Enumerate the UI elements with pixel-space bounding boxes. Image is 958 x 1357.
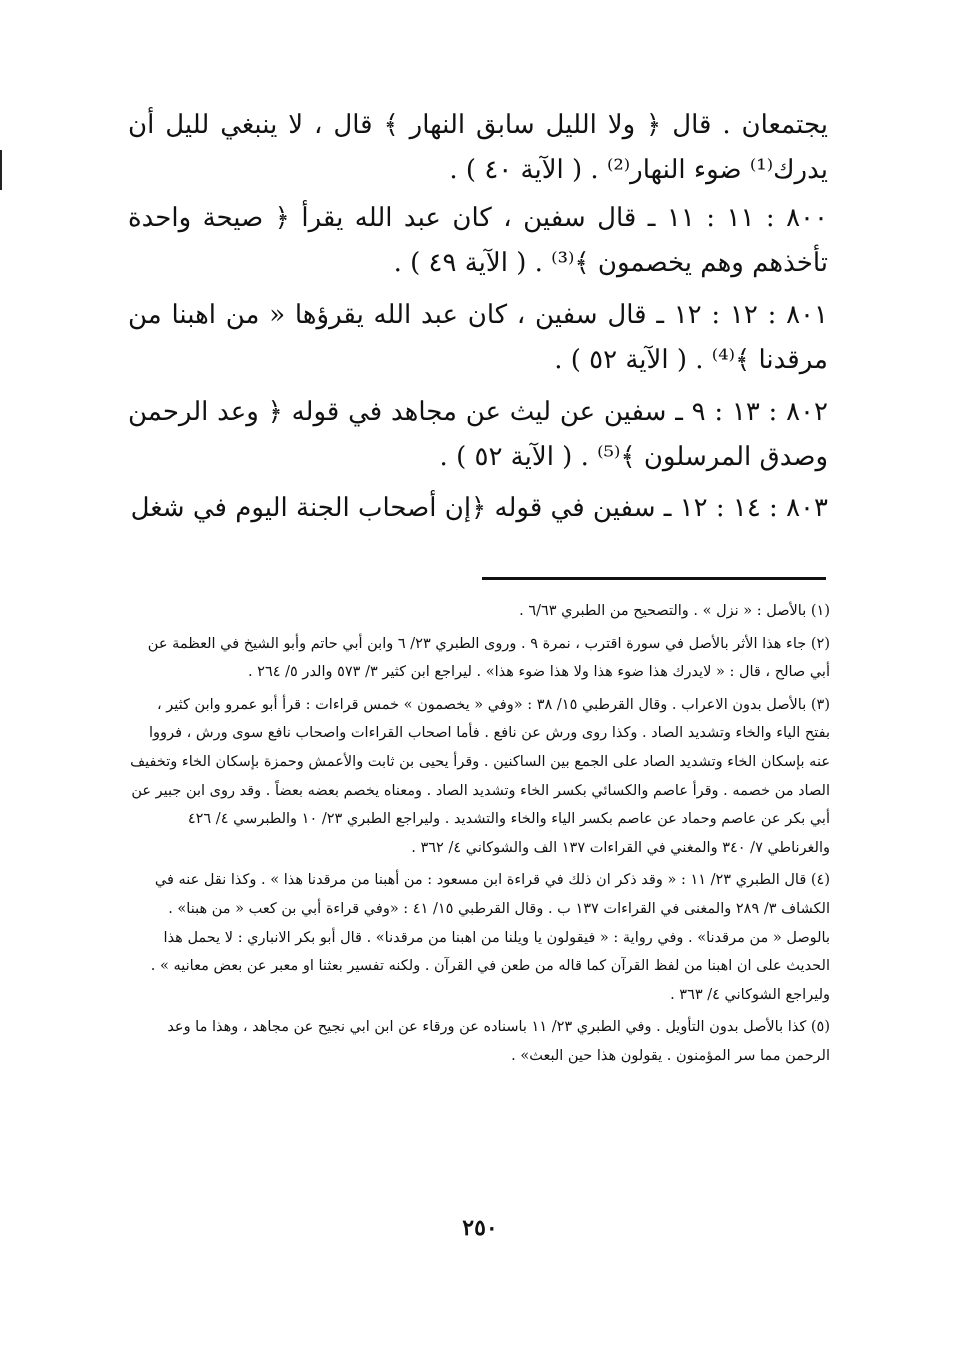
footnote-5: (٥) كذا بالأصل بدون التأويل . وفي الطبري ٢٣/ ١١ باسناده عن ورقاء عن ابن ابي نجيح عن مجاهد ، وهذا ما وعد الرحمن مما سر المؤمنون . يقولون هذا حين البعث» . — [167, 1019, 830, 1064]
footnote-separator — [482, 577, 826, 580]
page-number: ٢٥٠ — [462, 1215, 498, 1241]
body-paragraph-5: ٨٠٣ : ١٤ : ١٢ ـ سفين في قوله ﴿إن أصحاب الجنة اليوم في شغل — [130, 493, 828, 523]
body-paragraph-3: ٨٠١ : ١٢ : ١٢ ـ قال سفين ، كان عبد الله يقرؤها « من اهبنا من مرقدنا ﴾⁽⁴⁾ . ( الآية ٥٢ ) . — [128, 300, 828, 375]
page-edge-mark — [0, 150, 2, 190]
body-paragraph-4: ٨٠٢ : ١٣ : ٩ ـ سفين عن ليث عن مجاهد في قوله ﴿ وعد الرحمن وصدق المرسلون ﴾⁽⁵⁾ . ( الآية ٥٢ ) . — [128, 397, 828, 472]
footnote-4: (٤) قال الطبري ٢٣/ ١١ : « وقد ذكر ان ذلك في قراءة ابن مسعود : من أهبنا من مرقدنا هذا » . وكذا نقل عنه في الكشاف ٣/ ٢٨٩ والمغنى في القراءات ١٣٧ ب . وقال القرطبي ١٥/ ٤١ : «وفي قراءة أبي بن كعب « من هبنا» . بالوصل « من مرقدنا» . وفي رواية : « فيقولون يا ويلنا من اهبنا من مرقدنا» . قال أبو بكر الانباري : لا يحمل هذا الحديث على ان اهبنا من لفظ القرآن كما قاله من طعن في القرآن . ولكنه تفسير بعثنا او معبر عن بعض معانيه » . وليراجع الشوكاني ٤/ ٣٦٣ . — [150, 872, 830, 1003]
body-paragraph-2: ٨٠٠ : ١١ : ١١ ـ قال سفين ، كان عبد الله يقرأ ﴿ صيحة واحدة تأخذهم وهم يخصمون ﴾⁽³⁾ . ( الآية ٤٩ ) . — [128, 203, 828, 278]
footnote-3: (٣) بالأصل بدون الاعراب . وقال القرطبي ١٥/ ٣٨ : «وفي « يخصمون » خمس قراءات : قرأ أبو عمرو وابن كثير ، بفتح الياء والخاء وتشديد الصاد . وكذا روى ورش عن نافع . فأما اصحاب القراءات واصحاب نافع سوى ورش ، فرووا عنه بإسكان الخاء وتشديد الصاد على الجمع بين الساكنين . وقرأ يحيى بن ثابت والأعمش وحمزة بإسكان الخاء وتخفيف الصاد من خصمه . وقرأ عاصم والكسائي بكسر الخاء وتشديد الصاد . ومعناه يخصم بعضه بعضاً . وقد روى ابن جبير عن أبي بكر عن عاصم وحماد عن عاصم بكسر الياء والخاء والتشديد . وليراجع الطبري ٢٣/ ١٠ والطبرسي ٤/ ٤٢٦ والغرناطي ٧/ ٣٤٠ والمغني في القراءات ١٣٧ الف والشوكاني ٤/ ٣٦٢ . — [130, 696, 830, 856]
body-paragraph-1: يجتمعان . قال ﴿ ولا الليل سابق النهار ﴾ قال ، لا ينبغي لليل أن يدرك⁽¹⁾ ضوء النهار⁽²⁾ . ( الآية ٤٠ ) . — [128, 110, 828, 185]
footnote-1: (١) بالأصل : « نزل » . والتصحيح من الطبري ٦/٦٣ . — [519, 603, 830, 619]
footnotes — [128, 597, 830, 1075]
footnote-2: (٢) جاء هذا الأثر بالأصل في سورة اقترب ، نمرة ٩ . وروى الطبري ٢٣/ ٦ وابن أبي حاتم وأبو الشيخ في العظمة عن أبي صالح ، قال : « لايدرك هذا ضوء هذا ولا هذا ضوء هذا» . ليراجع ابن كثير ٣/ ٥٧٣ والدر ٥/ ٢٦٤ . — [147, 635, 830, 681]
